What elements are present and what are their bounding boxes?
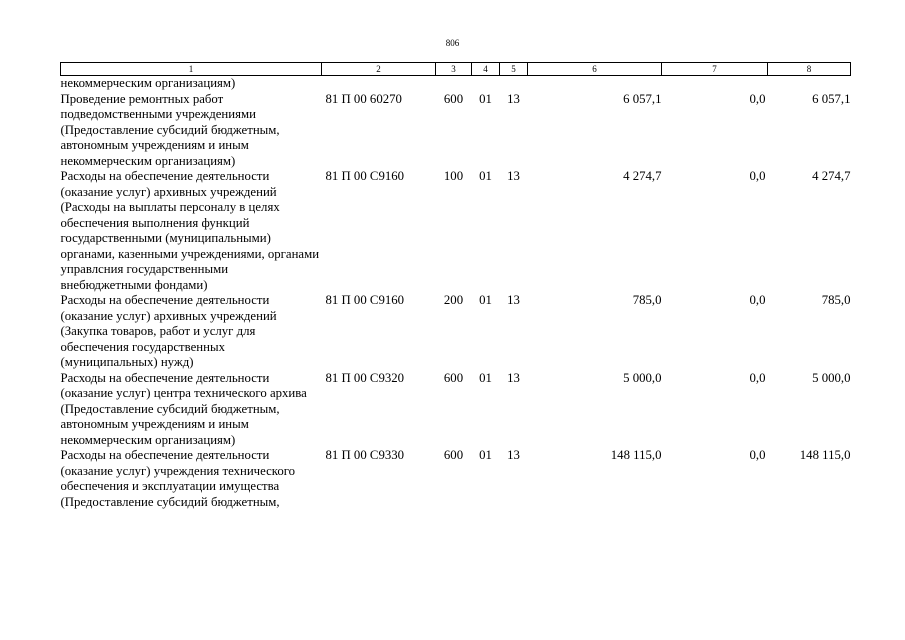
table-row bbox=[61, 169, 851, 293]
cell-amount-6: 6 057,1 bbox=[623, 91, 662, 106]
cell-subsection: 13 bbox=[507, 91, 520, 106]
cell-expense-type: 100 bbox=[443, 169, 464, 183]
table-row bbox=[61, 448, 851, 510]
cell-section: 01 bbox=[479, 91, 492, 106]
cell-amount-8: 4 274,7 bbox=[812, 169, 851, 183]
cell-amount-7: 0,0 bbox=[749, 293, 766, 307]
header-col-5: 5 bbox=[500, 63, 528, 76]
cell-subsection: 13 bbox=[507, 370, 520, 385]
cell-name: Проведение ремонтных работ подведомственными учреждениями (Предоставление субсидий бюджетным, автономным учреждениям и иным некоммерческим организациям) bbox=[60, 91, 280, 168]
cell-amount-7: 0,0 bbox=[749, 370, 766, 385]
cell-amount-7: 0,0 bbox=[749, 169, 766, 183]
cell-section: 01 bbox=[479, 169, 492, 183]
cell-section: 01 bbox=[479, 448, 492, 462]
cell-amount-8: 6 057,1 bbox=[812, 91, 851, 106]
table-row bbox=[61, 92, 851, 170]
cell-target-code: 81 П 00 С9320 bbox=[325, 370, 405, 385]
cell-amount-8: 5 000,0 bbox=[812, 370, 851, 385]
continuation-row bbox=[61, 76, 851, 92]
header-col-2: 2 bbox=[322, 63, 436, 76]
cell-name: Расходы на обеспечение деятельности (оказание услуг) учреждения технического обеспечения и эксплуатации имущества (Предоставление субсидий бюджетным, bbox=[60, 448, 296, 509]
header-col-4: 4 bbox=[472, 63, 500, 76]
budget-table bbox=[60, 62, 851, 510]
cell-section: 01 bbox=[479, 293, 492, 307]
cell-amount-7: 0,0 bbox=[749, 91, 766, 106]
cell-name: Расходы на обеспечение деятельности (оказание услуг) архивных учреждений (Закупка товаров, работ и услуг для обеспечения государственных (муниципальных) нужд) bbox=[60, 293, 277, 369]
header-col-7: 7 bbox=[662, 63, 768, 76]
cell-target-code: 81 П 00 С9330 bbox=[325, 448, 405, 462]
cell-subsection: 13 bbox=[507, 448, 520, 462]
cell-amount-6: 4 274,7 bbox=[623, 169, 662, 183]
cell-amount-7: 0,0 bbox=[749, 448, 766, 462]
page-number: 806 bbox=[445, 38, 460, 48]
cell-name: Расходы на обеспечение деятельности (оказание услуг) центра технического архива (Предоставление субсидий бюджетным, автономным учреждениям и иным некоммерческим организациям) bbox=[60, 370, 307, 447]
cell-name: Расходы на обеспечение деятельности (оказание услуг) архивных учреждений (Расходы на выплаты персоналу в целях обеспечения выполнения функций государственными (муниципальными) органами, казенными учреждениями, органами управлсния государственными внебюджетными фондами) bbox=[60, 169, 320, 292]
table-row bbox=[61, 293, 851, 371]
table-row bbox=[61, 371, 851, 449]
header-col-1: 1 bbox=[61, 63, 322, 76]
cell-amount-6: 785,0 bbox=[632, 293, 662, 307]
header-col-3: 3 bbox=[436, 63, 472, 76]
cell-subsection: 13 bbox=[507, 169, 520, 183]
cell-target-code: 81 П 00 С9160 bbox=[325, 169, 405, 183]
cell-amount-8: 148 115,0 bbox=[799, 448, 851, 462]
cell-section: 01 bbox=[479, 370, 492, 385]
cell-target-code: 81 П 00 С9160 bbox=[325, 293, 405, 307]
cell-expense-type: 600 bbox=[443, 448, 464, 462]
cell-amount-6: 5 000,0 bbox=[623, 370, 662, 385]
header-col-6: 6 bbox=[528, 63, 662, 76]
header-col-8: 8 bbox=[768, 63, 851, 76]
cell-amount-6: 148 115,0 bbox=[610, 448, 662, 462]
cell-expense-type: 200 bbox=[443, 293, 464, 307]
cell-expense-type: 600 bbox=[443, 91, 464, 106]
cell-subsection: 13 bbox=[507, 293, 520, 307]
cell-target-code: 81 П 00 60270 bbox=[325, 91, 402, 106]
table-header-row bbox=[61, 63, 851, 76]
cell-amount-8: 785,0 bbox=[821, 293, 851, 307]
cell-expense-type: 600 bbox=[443, 370, 464, 385]
continuation-text: некоммерческим организациям) bbox=[60, 76, 236, 90]
